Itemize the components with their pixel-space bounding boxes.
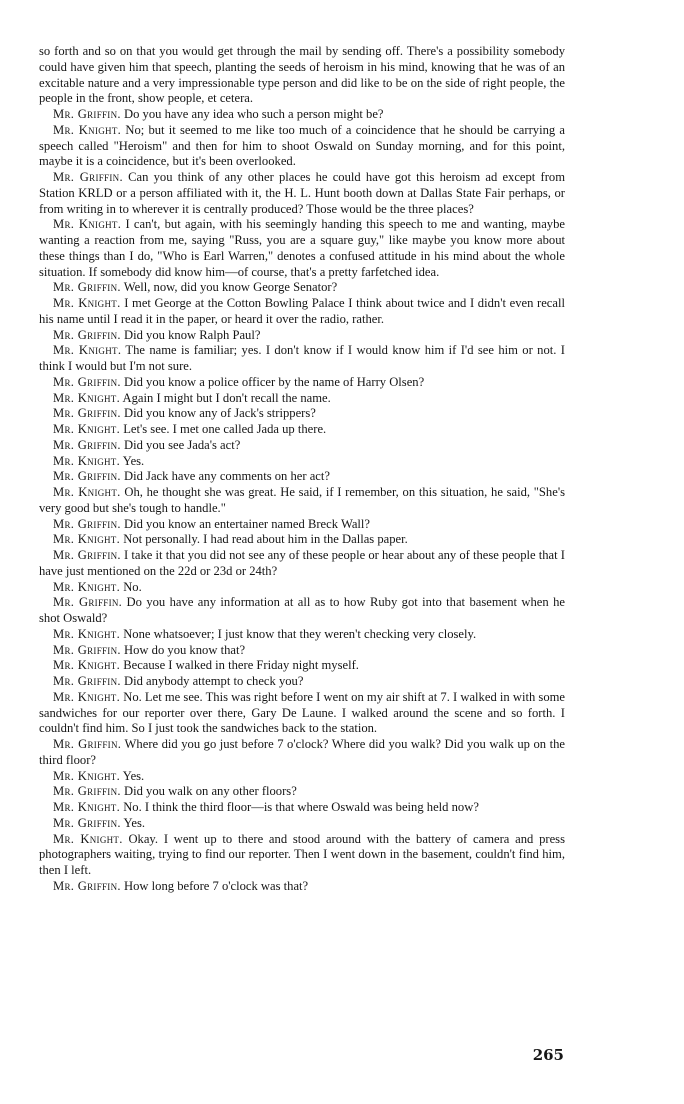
paragraph [39,800,565,816]
transcript-body [39,44,565,895]
paragraph [39,517,565,533]
speaker-label: Mr. Knight. [53,579,121,594]
speaker-label: Mr. Griffin. [53,674,121,688]
paragraph [39,548,565,580]
paragraph [39,296,565,328]
paragraph [39,674,565,690]
paragraph-text: Not personally. I had read about him in the Dallas paper. [123,532,408,547]
speaker-label: Mr. Knight. [53,532,121,547]
paragraph [39,595,565,627]
speaker-label: Mr. Griffin. [53,737,122,751]
speaker-label: Mr. Griffin. [53,437,121,452]
paragraph-text: None whatsoever; I just know that they weren't checking very closely. [123,626,477,641]
paragraph-text: Where did you go just before 7 o'clock? Where did you walk? Did you walk up on the third floor? [39,737,565,767]
paragraph-text: Did Jack have any comments on her act? [124,469,330,484]
paragraph-text: I met George at the Cotton Bowling Palace I think about twice and I didn't even recall his name until I read it in the paper, or heard it over the radio, rather. [39,296,565,326]
page-number: 265 [532,1046,564,1064]
speaker-label: Mr. Griffin. [53,327,121,342]
paragraph-text: I can't, but again, with his seemingly handing this speech to me and wanting, maybe wanting a reaction from me, saying "Russ, you are a square guy," like maybe you know more about these things than I do, "Who is Earl Warren," denotes a confused attitude in his mind about the whole situation. If somebody did know him—of course, that's a pretty farfetched idea. [39,217,565,279]
speaker-label: Mr. Knight. [53,658,121,673]
paragraph [39,454,565,470]
paragraph [39,280,565,296]
speaker-label: Mr. Knight. [53,485,121,499]
paragraph-text: Yes. [122,453,145,468]
speaker-label: Mr. Griffin. [53,878,121,893]
paragraph-text: Did you know a police officer by the name of Harry Olsen? [124,374,425,389]
paragraph-text: Well, now, did you know George Senator? [123,280,338,295]
speaker-label: Mr. Knight. [53,122,122,137]
speaker-label: Mr. Griffin. [53,374,121,389]
speaker-label: Mr. Griffin. [53,595,123,610]
paragraph-text: Okay. I went up to there and stood around with the battery of camera and press photographers waiting, trying to find our reporter. Then I went down in the basement, couldn't find him, then I left. [39,831,565,877]
paragraph [39,469,565,485]
paragraph [39,532,565,548]
paragraph [39,375,565,391]
paragraph [39,438,565,454]
paragraph [39,170,565,217]
speaker-label: Mr. Knight. [53,831,123,846]
speaker-label: Mr. Griffin. [53,280,121,295]
paragraph-text: No. [123,579,142,594]
speaker-label: Mr. Griffin. [53,469,121,484]
paragraph-text: Did you know an entertainer named Breck Wall? [124,516,371,531]
speaker-label: Mr. Knight. [53,453,121,468]
paragraph-text: How long before 7 o'clock was that? [124,878,309,893]
speaker-label: Mr. Knight. [53,390,121,405]
paragraph-text: Do you have any idea who such a person might be? [124,107,384,121]
paragraph-text: I take it that you did not see any of these people or hear about any of these people that I have just mentioned on the 22d or 23d or 24th? [39,548,565,578]
speaker-label: Mr. Griffin. [53,406,121,421]
speaker-label: Mr. Knight. [53,296,121,310]
paragraph [39,832,565,879]
paragraph [39,690,565,737]
paragraph [39,816,565,832]
paragraph-text: Did you know any of Jack's strippers? [124,406,316,421]
paragraph-text: Let's see. I met one called Jada up there. [123,422,327,436]
paragraph-text: Because I walked in there Friday night myself. [123,658,359,673]
paragraph-text: Yes. [122,768,145,783]
paragraph [39,406,565,422]
speaker-label: Mr. Griffin. [53,170,123,184]
paragraph-text: so forth and so on that you would get through the mail by sending off. There's a possibility somebody could have given him that speech, planting the seeds of heroism in his mind, knowing that he was of an excitable nature and a very impressionable type person and did like to be on the side of right people, the people in the front, show people, et cetera. [39,44,565,106]
paragraph [39,643,565,659]
paragraph [39,879,565,895]
paragraph [39,123,565,170]
paragraph [39,107,565,123]
paragraph [39,44,565,107]
paragraph [39,343,565,375]
speaker-label: Mr. Griffin. [53,548,121,562]
paragraph [39,217,565,280]
paragraph-text: No. Let me see. This was right before I went on my air shift at 7. I walked in with some sandwiches for our reporter over there, Gary De Laune. I walked around the scene and so forth. I couldn't find him. So I just took the sandwiches back to the station. [39,689,565,736]
speaker-label: Mr. Knight. [53,800,121,814]
speaker-label: Mr. Knight. [53,626,121,641]
paragraph-text: Did you see Jada's act? [124,437,241,452]
paragraph-text: Did anybody attempt to check you? [124,674,304,688]
paragraph-text: Did you walk on any other floors? [124,784,297,799]
paragraph [39,658,565,674]
speaker-label: Mr. Griffin. [53,815,121,830]
speaker-label: Mr. Knight. [53,689,121,704]
paragraph-text: Did you know Ralph Paul? [124,327,261,342]
speaker-label: Mr. Knight. [53,422,121,436]
paragraph [39,328,565,344]
paragraph-text: No. I think the third floor—is that where Oswald was being held now? [123,800,479,814]
speaker-label: Mr. Griffin. [53,516,121,531]
speaker-label: Mr. Griffin. [53,784,121,799]
paragraph [39,627,565,643]
speaker-label: Mr. Knight. [53,217,122,232]
paragraph [39,784,565,800]
paragraph-text: No; but it seemed to me like too much of a coincidence that he should be carrying a speech called "Heroism" and then for him to shoot Oswald on Sunday morning, and for this point, maybe it is a coincidence, but it's been overlooked. [39,122,565,169]
paragraph [39,737,565,769]
paragraph [39,485,565,517]
speaker-label: Mr. Griffin. [53,107,121,121]
paragraph-text: Yes. [123,815,146,830]
paragraph [39,391,565,407]
paragraph [39,580,565,596]
speaker-label: Mr. Griffin. [53,642,121,657]
paragraph-text: Again I might but I don't recall the name. [122,390,331,405]
paragraph-text: Can you think of any other places he could have got this heroism ad except from Station KRLD or a person affiliated with it, the H. L. Hunt booth down at Dallas State Fair perhaps, or from writing in to wherever it is centrally produced? Those would be the three places? [39,170,565,216]
speaker-label: Mr. Knight. [53,768,121,783]
paragraph-text: How do you know that? [124,642,246,657]
speaker-label: Mr. Knight. [53,343,122,358]
paragraph-text: Oh, he thought she was great. He said, if I remember, on this situation, he said, "She's very good but she's tough to handle." [39,485,565,515]
paragraph [39,422,565,438]
paragraph-text: Do you have any information at all as to how Ruby got into that basement when he shot Oswald? [39,595,565,625]
paragraph [39,769,565,785]
paragraph-text: The name is familiar; yes. I don't know if I would know him if I'd see him or not. I think I would but I'm not sure. [39,343,565,373]
